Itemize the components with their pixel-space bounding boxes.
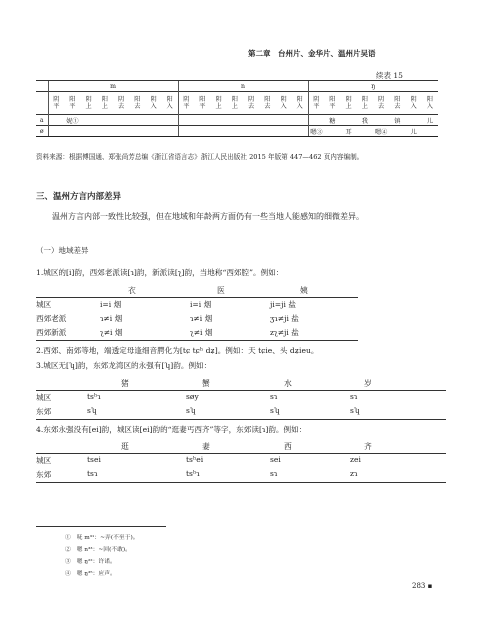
tone-label (324, 92, 340, 115)
subsection-title: （一）地域差异 (36, 246, 89, 255)
item-4-header: 齐 (364, 442, 372, 451)
table-cell (227, 126, 243, 137)
item-3-value: sʮ (87, 406, 97, 415)
tone-char: 阳 (134, 96, 141, 103)
tone-label (48, 92, 64, 115)
divider (36, 340, 358, 341)
item-4-value: tsɿ (87, 469, 98, 478)
item-3-value: sɿ (350, 392, 358, 401)
tone-char: 入 (150, 103, 157, 110)
tone-char: 入 (410, 103, 417, 110)
tone-label (81, 92, 97, 115)
tone-char: 阳 (231, 96, 238, 103)
item-1-row-label: 西郊老派 (36, 314, 67, 323)
initial-m: m (48, 81, 178, 92)
footnote-1: ① 呒 m³¹：~弄(不至于)。 (65, 535, 139, 541)
table-cell (97, 126, 113, 137)
item-1-value: ɿ≠i 烟 (190, 314, 213, 323)
item-4-value: tsʰɿ (186, 469, 200, 478)
tone-char: 阳 (199, 96, 206, 103)
item-1-value: ɿ≠i 烟 (100, 314, 123, 323)
tone-char: 阴 (150, 96, 157, 103)
tone-char: 阴 (118, 96, 125, 103)
item-3-value: tsʰɿ (87, 392, 101, 401)
table-cell (178, 115, 194, 126)
running-head: 第二章 台州片、金华片、温州片吴语 (248, 49, 376, 58)
tone-char: 阴 (183, 96, 190, 103)
tone-char: 平 (69, 103, 76, 110)
table-cell (276, 115, 292, 126)
tone-label (146, 92, 162, 115)
item-1-row-label: 城区 (36, 300, 52, 309)
divider (36, 297, 358, 298)
table-cell: 儿 (422, 115, 438, 126)
item-1-value: zʅ≠ji 盐 (270, 328, 299, 337)
tone-char: 阴 (215, 96, 222, 103)
tone-char: 阳 (264, 96, 271, 103)
item-4-value: zei (350, 455, 361, 464)
item-3-row-label: 东郊 (36, 407, 52, 416)
intro-paragraph: 温州方言内部一致性比较强，但在地域和年龄两方面仍有一些当地人能感知的细微差异。 (52, 212, 364, 221)
table-cell (97, 115, 113, 126)
item-3-header: 蟹 (202, 379, 210, 388)
tone-label (162, 92, 178, 115)
tone-char: 入 (280, 103, 287, 110)
tone-char: 上 (101, 103, 108, 110)
tone-label (406, 92, 422, 115)
tone-char: 去 (378, 103, 385, 110)
table-cell (422, 126, 438, 137)
tone-char: 去 (394, 103, 401, 110)
tone-char: 阴 (280, 96, 287, 103)
table-cell (129, 115, 145, 126)
item-4-header: 逛 (121, 442, 129, 451)
table-cell (324, 126, 340, 137)
tone-char: 阴 (85, 96, 92, 103)
divider (36, 482, 446, 483)
tone-label (113, 92, 129, 115)
tone-char: 阳 (166, 96, 173, 103)
tone-label (341, 92, 357, 115)
table-cell (48, 126, 64, 137)
tone-char: 阳 (361, 96, 368, 103)
table-continued-label: 续表 15 (376, 71, 403, 80)
table-cell (162, 115, 178, 126)
tone-char: 上 (361, 103, 368, 110)
table-cell (259, 126, 275, 137)
item-3-value: sɿ (270, 392, 278, 401)
table-cell (243, 115, 259, 126)
item-3-value: sʮ (270, 406, 280, 415)
table-cell (194, 115, 210, 126)
item-4-value: zɿ (350, 469, 358, 478)
table-cell (373, 115, 389, 126)
tone-label (357, 92, 373, 115)
row-label: ø (36, 126, 48, 137)
item-1-header: 医 (217, 286, 225, 295)
table-cell (357, 126, 373, 137)
table-cell: 糖 (324, 115, 340, 126)
tone-char: 入 (426, 103, 433, 110)
item-1-value: ʒɿ≠ji 盐 (270, 314, 299, 323)
item-4-text: 4.东郊永强没有[ei]韵，城区读[ei]韵的“逛妻丐西齐”等字，东郊读[ɿ]韵。例如： (36, 425, 307, 434)
tone-label (227, 92, 243, 115)
table-cell: 嗯④ (373, 126, 389, 137)
tone-char: 阳 (426, 96, 433, 103)
tone-char: 上 (85, 103, 92, 110)
tone-char: 平 (53, 103, 60, 110)
item-1-value: i=i 烟 (100, 300, 122, 309)
divider (36, 453, 446, 454)
item-4-row-label: 城区 (36, 456, 52, 465)
item-3-header: 水 (284, 379, 292, 388)
tone-label (389, 92, 405, 115)
tone-char: 阳 (394, 96, 401, 103)
tone-label (194, 92, 210, 115)
divider (36, 390, 446, 391)
tone-char: 阳 (101, 96, 108, 103)
tone-label (373, 92, 389, 115)
footnote-2: ② 嗯 n³³：~回(不敢)。 (65, 547, 131, 553)
item-3-header: 猪 (121, 379, 129, 388)
tone-char: 入 (296, 103, 303, 110)
table-cell (259, 115, 275, 126)
table-cell (64, 126, 80, 137)
tone-char: 阴 (53, 96, 60, 103)
table-row-o (36, 126, 438, 137)
item-1-value: ʅ≠i 烟 (190, 328, 213, 337)
table-cell: 妮① (64, 115, 80, 126)
page-number: 283 ▪ (412, 582, 433, 590)
tone-label (422, 92, 438, 115)
initial-ng: ŋ (308, 81, 438, 92)
item-1-header: 衣 (128, 286, 136, 295)
tone-char: 阴 (345, 96, 352, 103)
table-cell (81, 115, 97, 126)
tone-label (178, 92, 194, 115)
table-cell (389, 126, 405, 137)
tone-char: 入 (166, 103, 173, 110)
tone-label (308, 92, 324, 115)
table-cell (308, 115, 324, 126)
footnote-4: ④ 嗯 ŋ³⁵：应声。 (65, 571, 116, 577)
item-3-value: søy (186, 392, 199, 401)
row-label: a (36, 115, 48, 126)
item-3-value: sʮ (350, 406, 360, 415)
item-1-text: 1.城区的[i]韵，西郊老派读[ɿ]韵，新派读[ʅ]韵，当地称“西郊腔”。例如： (36, 268, 284, 277)
tone-label (243, 92, 259, 115)
table-cell (406, 115, 422, 126)
tone-char: 平 (313, 103, 320, 110)
tone-label (211, 92, 227, 115)
table-cell (292, 126, 308, 137)
tone-char: 阴 (378, 96, 385, 103)
table-cell (276, 126, 292, 137)
tone-char: 上 (345, 103, 352, 110)
table-cell: 我 (357, 115, 373, 126)
section-title: 三、温州方言内部差异 (36, 192, 122, 202)
table-cell (113, 126, 129, 137)
item-4-value: sei (270, 455, 281, 464)
tone-char: 平 (183, 103, 190, 110)
table-cell: 镇 (389, 115, 405, 126)
table-cell (292, 115, 308, 126)
tone-char: 上 (215, 103, 222, 110)
table-cell (113, 115, 129, 126)
table-cell: 儿 (406, 126, 422, 137)
tone-label-row (36, 92, 438, 115)
tone-char: 阳 (296, 96, 303, 103)
table-cell (162, 126, 178, 137)
table-cell (341, 115, 357, 126)
source-note: 资料来源：根据傅国通、郑张尚芳总编《浙江省语言志》浙江人民出版社 2015 年版第 447—462 页内容编制。 (36, 153, 364, 161)
tone-char: 去 (264, 103, 271, 110)
item-4-value: tsʰei (186, 455, 204, 464)
tone-char: 阳 (329, 96, 336, 103)
item-3-header: 岁 (364, 379, 372, 388)
table-cell (211, 126, 227, 137)
table-cell (243, 126, 259, 137)
item-1-value: i=i 烟 (190, 300, 212, 309)
initial-n: n (178, 81, 308, 92)
tone-char: 阳 (69, 96, 76, 103)
item-1-value: ʅ≠i 烟 (100, 328, 123, 337)
table-cell (211, 115, 227, 126)
item-1-row-label: 西郊新派 (36, 328, 67, 337)
tone-label (64, 92, 80, 115)
tone-label (129, 92, 145, 115)
table-cell: 嗯③ (308, 126, 324, 137)
table-cell (146, 115, 162, 126)
item-4-row-label: 东郊 (36, 470, 52, 479)
tone-char: 阴 (248, 96, 255, 103)
table-cell (178, 126, 194, 137)
tone-label (276, 92, 292, 115)
item-3-text: 3.城区无[ʮ]韵，东郊龙湾区的永强有[ʮ]韵。例如： (36, 361, 212, 370)
item-1-value: ji=ji 盐 (270, 300, 296, 309)
table-cell: 耳 (341, 126, 357, 137)
tone-initial-table (36, 80, 438, 137)
tone-char: 去 (118, 103, 125, 110)
item-2-text: 2.西郊、南郊等地，端透定母逢细音腭化为[tɕ tɕʰ dʑ]。例如：天 tɕie、头 dʑieu。 (36, 346, 319, 355)
item-1-header: 姨 (300, 286, 308, 295)
tone-char: 平 (329, 103, 336, 110)
item-4-value: tsei (87, 455, 101, 464)
item-4-header: 妻 (202, 442, 210, 451)
tone-char: 去 (134, 103, 141, 110)
tone-char: 阴 (410, 96, 417, 103)
table-cell (227, 115, 243, 126)
footnote-rule (36, 526, 166, 527)
divider (36, 419, 446, 420)
item-3-row-label: 城区 (36, 393, 52, 402)
tone-label (97, 92, 113, 115)
item-4-header: 西 (284, 442, 292, 451)
item-3-value: sʮ (186, 406, 196, 415)
item-4-value: sɿ (270, 469, 278, 478)
tone-char: 平 (199, 103, 206, 110)
tone-label (259, 92, 275, 115)
table-cell (194, 126, 210, 137)
table-cell (129, 126, 145, 137)
initials-header-row (36, 81, 438, 92)
tone-char: 上 (231, 103, 238, 110)
table-row-a (36, 115, 438, 126)
table-cell (48, 115, 64, 126)
tone-label (292, 92, 308, 115)
table-cell (146, 126, 162, 137)
table-cell (81, 126, 97, 137)
tone-char: 去 (248, 103, 255, 110)
footnote-3: ③ 嗯 ŋ²²：许诺。 (65, 559, 116, 565)
tone-char: 阴 (313, 96, 320, 103)
